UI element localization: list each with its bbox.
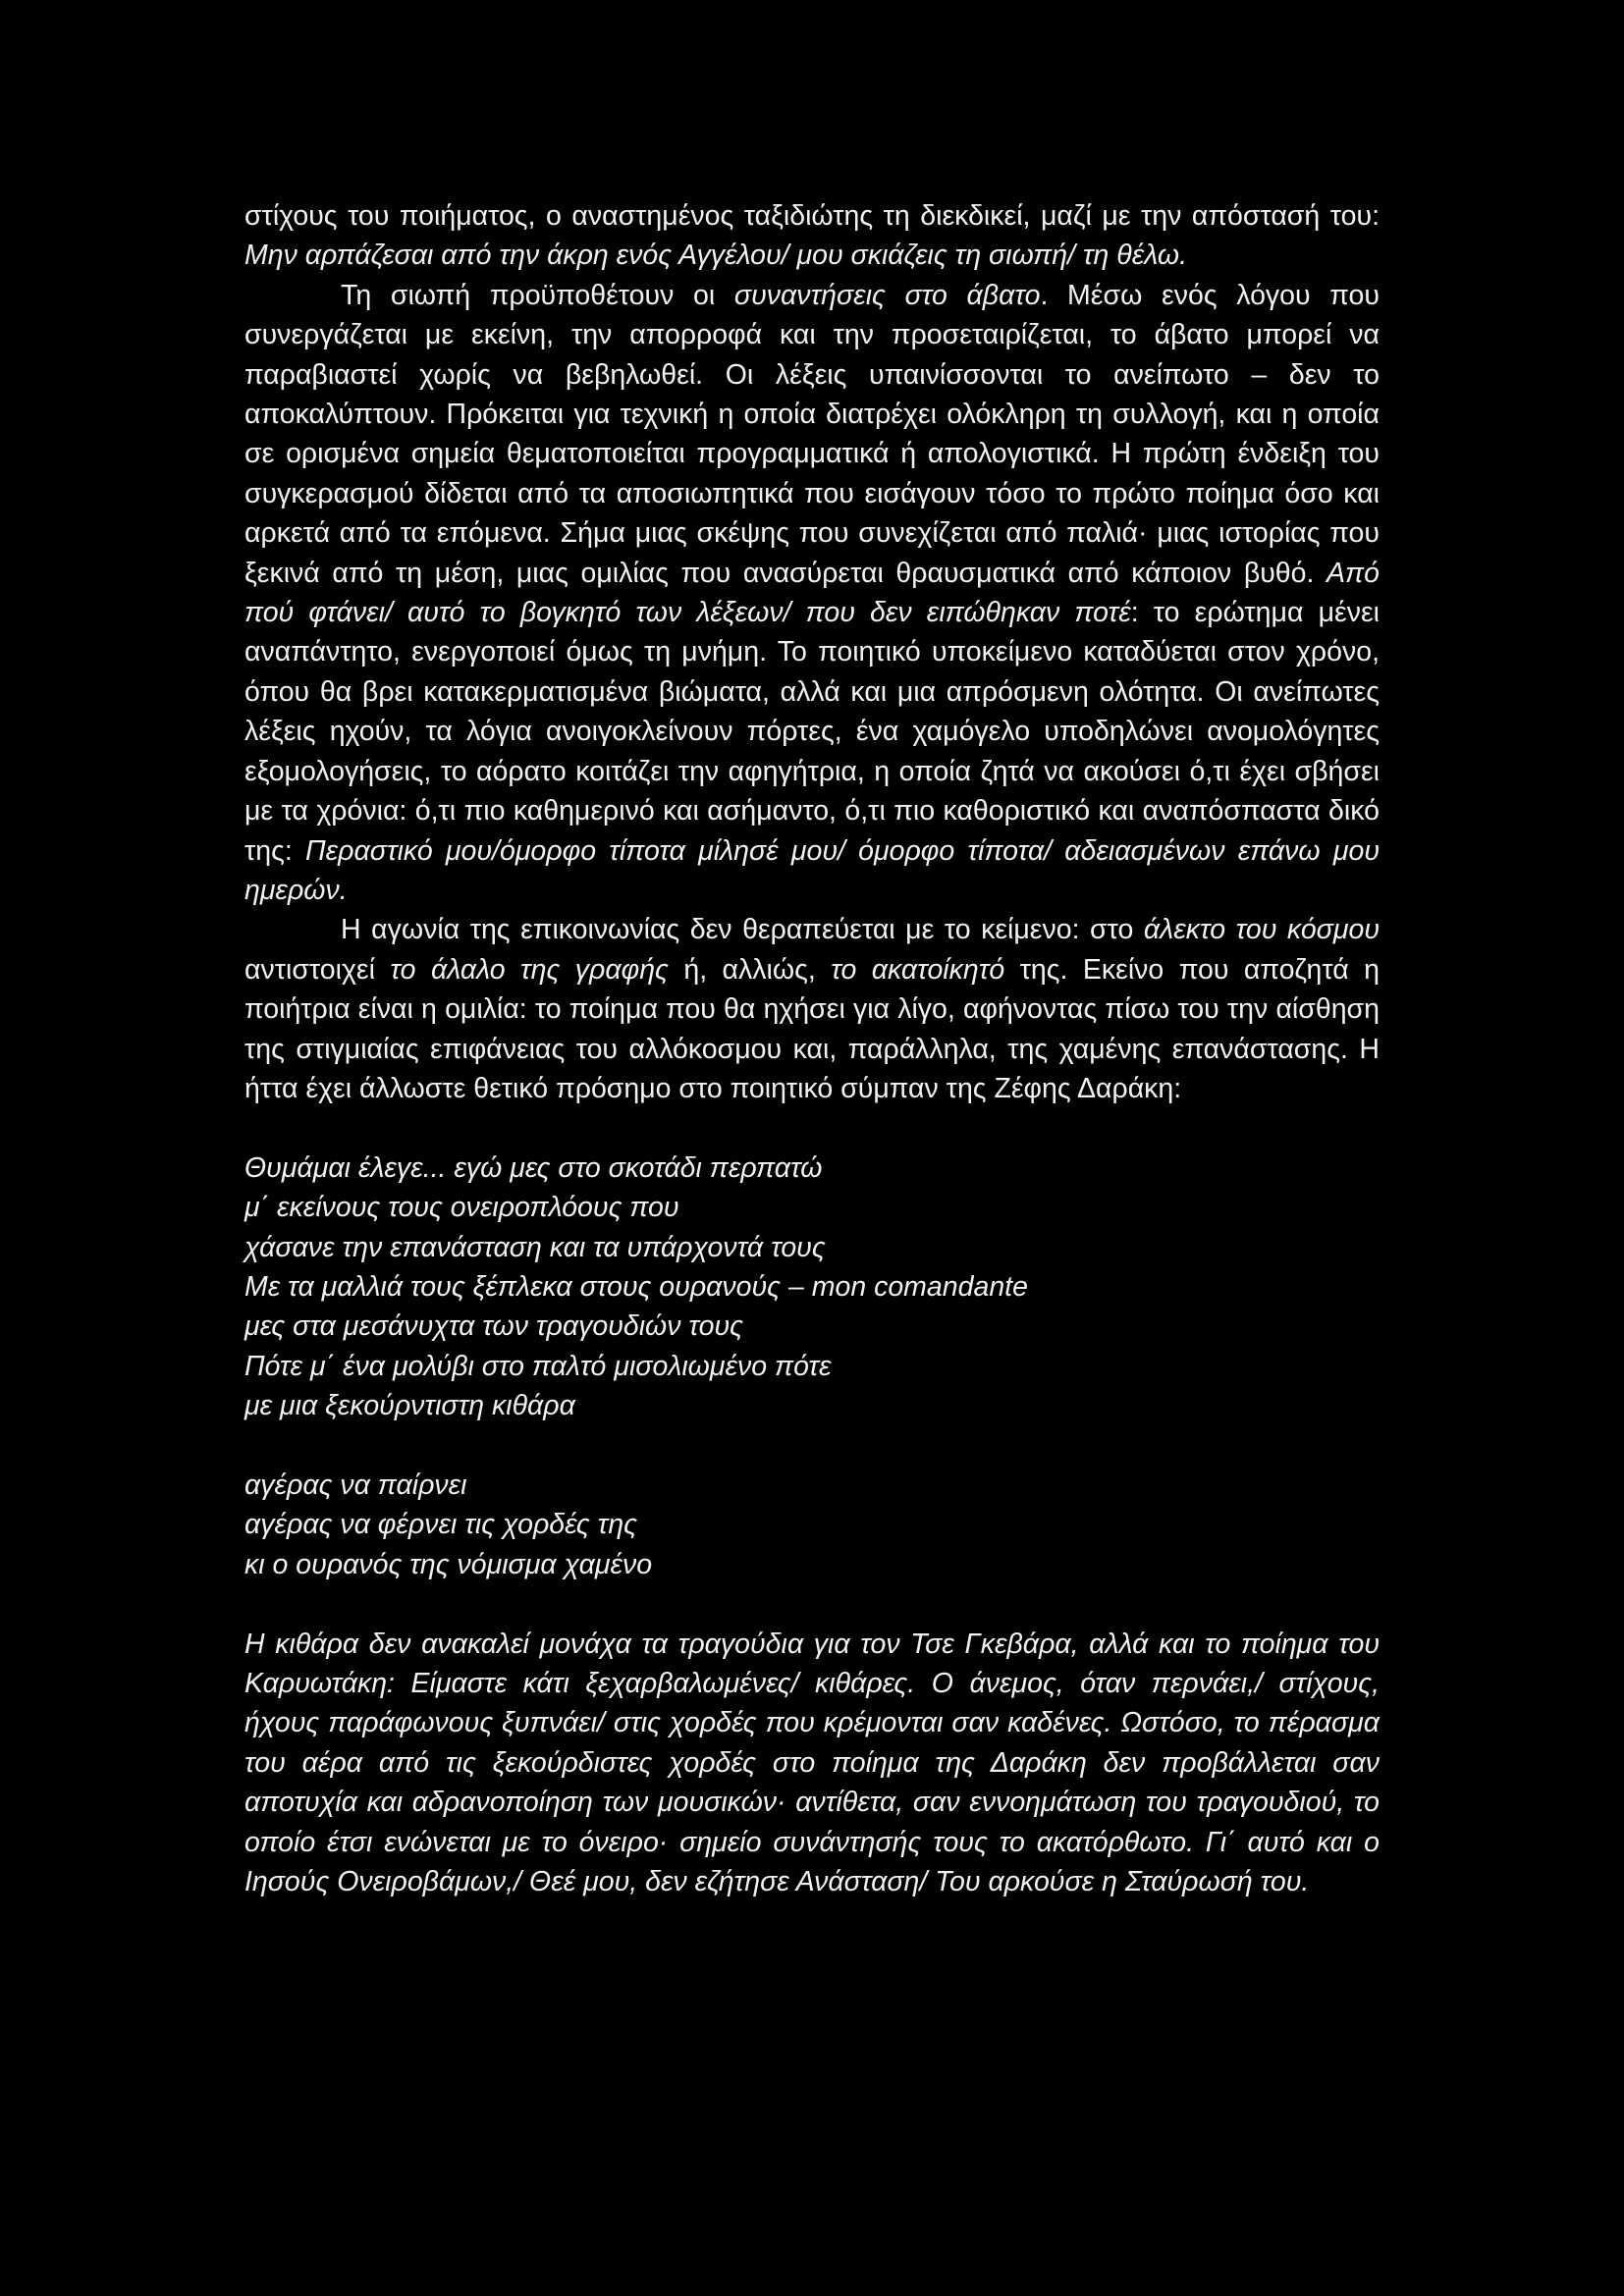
poem-line: αγέρας να παίρνει (244, 1468, 467, 1501)
quote-segment: συναντήσεις στο άβατο (733, 279, 1041, 311)
quote-segment: το άλαλο της γραφής (390, 953, 669, 986)
text-segment: της. Εκείνο που αποζητά η ποιήτρια είναι η ομιλία: το ποίημα που θα ηχήσει για λίγο, αφήνοντας πίσω του την αίσθηση της στιγμιαίας επιφάνειας του αλλόκοσμου και, παράλληλα, της χαμένης επανάστασης. Η ήττα έχει άλλωστε θετικό πρόσημο στο ποιητικό σύμπαν της Ζέφης Δαράκη: (244, 953, 1380, 1104)
text-segment: Τη σιωπή προϋποθέτουν οι (341, 279, 734, 311)
poem-line: με μια ξεκούρντιστη κιθάρα (244, 1390, 575, 1422)
closing-paragraph: Η κιθάρα δεν ανακαλεί μονάχα τα τραγούδια για τον Τσε Γκεβάρα, αλλά και το ποίημα του Καρυωτάκη: Είμαστε κάτι ξεχαρβαλωμένες/ κιθάρες. Ο άνεμος, όταν περνάει,/ στίχους, ήχους παράφωνους ξυπνάει/ στις χορδές που κρέμονται σαν καδένες. Ωστόσο, το πέρασμα του αέρα από τις ξεκούρδιστες χορδές στο ποίημα της Δαράκη δεν προβάλλεται σαν αποτυχία και αδρανοποίηση των μουσικών· αντίθετα, σαν εννοημάτωση του τραγουδιού, το οποίο έτσι ενώνεται με το όνειρο· σημείο συνάντησής τους το ακατόρθωτο. Γι΄ αυτό και ο Ιησούς Ονειροβάμων,/ Θεέ μου, δεν εζήτησε Ανάσταση/ Του αρκούσε η Σταύρωσή του. (244, 1628, 1380, 1898)
text-segment: ή, αλλιώς, (668, 953, 832, 986)
spacer (244, 1584, 1380, 1624)
text-segment: Η αγωνία της επικοινωνίας δεν θεραπεύεται με το κείμενο: στο (341, 914, 1144, 946)
poem-stanza-2 (244, 1466, 1380, 1584)
quote-segment: άλεκτο του κόσμου (1143, 914, 1380, 946)
poem-line: κι ο ουρανός της νόμισμα χαμένο (244, 1548, 653, 1580)
poem-line: Με τα μαλλιά τους ξέπλεκα στους ουρανούς – mon comandante (244, 1270, 1028, 1303)
poem-line: Πότε μ΄ ένα μολύβι στο παλτό μισολιωμένο πότε (244, 1350, 832, 1382)
text-segment: : το ερώτημα μένει αναπάντητο, ενεργοποιεί όμως τη μνήμη. Το ποιητικό υποκείμενο καταδύεται στον χρόνο, όπου θα βρει κατακερματισμένα βιώματα, αλλά και μια απρόσμενη ολότητα. Οι ανείπωτες λέξεις ηχούν, τα λόγια ανοιγοκλείνουν πόρτες, ένα χαμόγελο υποδηλώνει ανομολόγητες εξομολογήσεις, το αόρατο κοιτάζει την αφηγήτρια, η οποία ζητά να ακούσει ό,τι έχει σβήσει με τα χρόνια: ό,τι πιο καθημερινό και ασήμαντο, ό,τι πιο καθοριστικό και αναπόσπαστα δικό της: (244, 597, 1380, 867)
quote-segment: Από πού φτάνει/ αυτό το βογκητό των λέξεων/ που δεν ειπώθηκαν ποτέ (244, 557, 1380, 629)
body-text (244, 196, 1380, 1901)
poem-stanza-1 (244, 1148, 1380, 1426)
poem-line: αγέρας να φέρνει τις χορδές της (244, 1509, 638, 1541)
text-segment: στίχους του ποιήματος, ο αναστημένος ταξιδιώτης τη διεκδικεί, μαζί με την απόστασή του: (244, 200, 1380, 232)
paragraph-1 (244, 196, 1380, 276)
paragraph-2 (244, 276, 1380, 911)
poem-line: μες στα μεσάνυχτα των τραγουδιών τους (244, 1310, 744, 1343)
text-segment: . Μέσω ενός λόγου που συνεργάζεται με εκείνη, την απορροφά και την προσεταιρίζεται, το άβατο μπορεί να παραβιαστεί χωρίς να βεβηλωθεί. Οι λέξεις υπαινίσσονται το ανείπωτο – δεν το αποκαλύπτουν. Πρόκειται για τεχνική η οποία διατρέχει ολόκληρη τη συλλογή, και η οποία σε ορισμένα σημεία θεματοποιείται προγραμματικά ή απολογιστικά. Η πρώτη ένδειξη του συγκερασμού δίδεται από τα αποσιωπητικά που εισάγουν τόσο το πρώτο ποίημα όσο και αρκετά από τα επόμενα. Σήμα μιας σκέψης που συνεχίζεται από παλιά· μιας ιστορίας που ξεκινά από τη μέση, μιας ομιλίας που ανασύρεται θραυσματικά από κάποιον βυθό. (244, 279, 1380, 589)
text-segment: αντιστοιχεί (244, 953, 391, 986)
quote-segment: Μην αρπάζεσαι από την άκρη ενός Αγγέλου/ μου σκιάζεις τη σιωπή/ τη θέλω. (244, 240, 1188, 272)
quote-segment: Περαστικό μου/όμορφο τίποτα μίλησέ μου/ όμορφο τίποτα/ αδειασμένων επάνω μου ημερών. (244, 834, 1380, 906)
paragraph-3 (244, 910, 1380, 1108)
spacer (244, 1426, 1380, 1466)
poem-line: χάσανε την επανάσταση και τα υπάρχοντά τους (244, 1231, 826, 1263)
poem-line: μ΄ εκείνους τους ονειροπλόους που (244, 1192, 679, 1224)
quote-segment: το ακατοίκητό (831, 953, 1005, 986)
spacer (244, 1108, 1380, 1148)
poem-line: Θυμάμαι έλεγε... εγώ μες στο σκοτάδι περπατώ (244, 1151, 823, 1184)
